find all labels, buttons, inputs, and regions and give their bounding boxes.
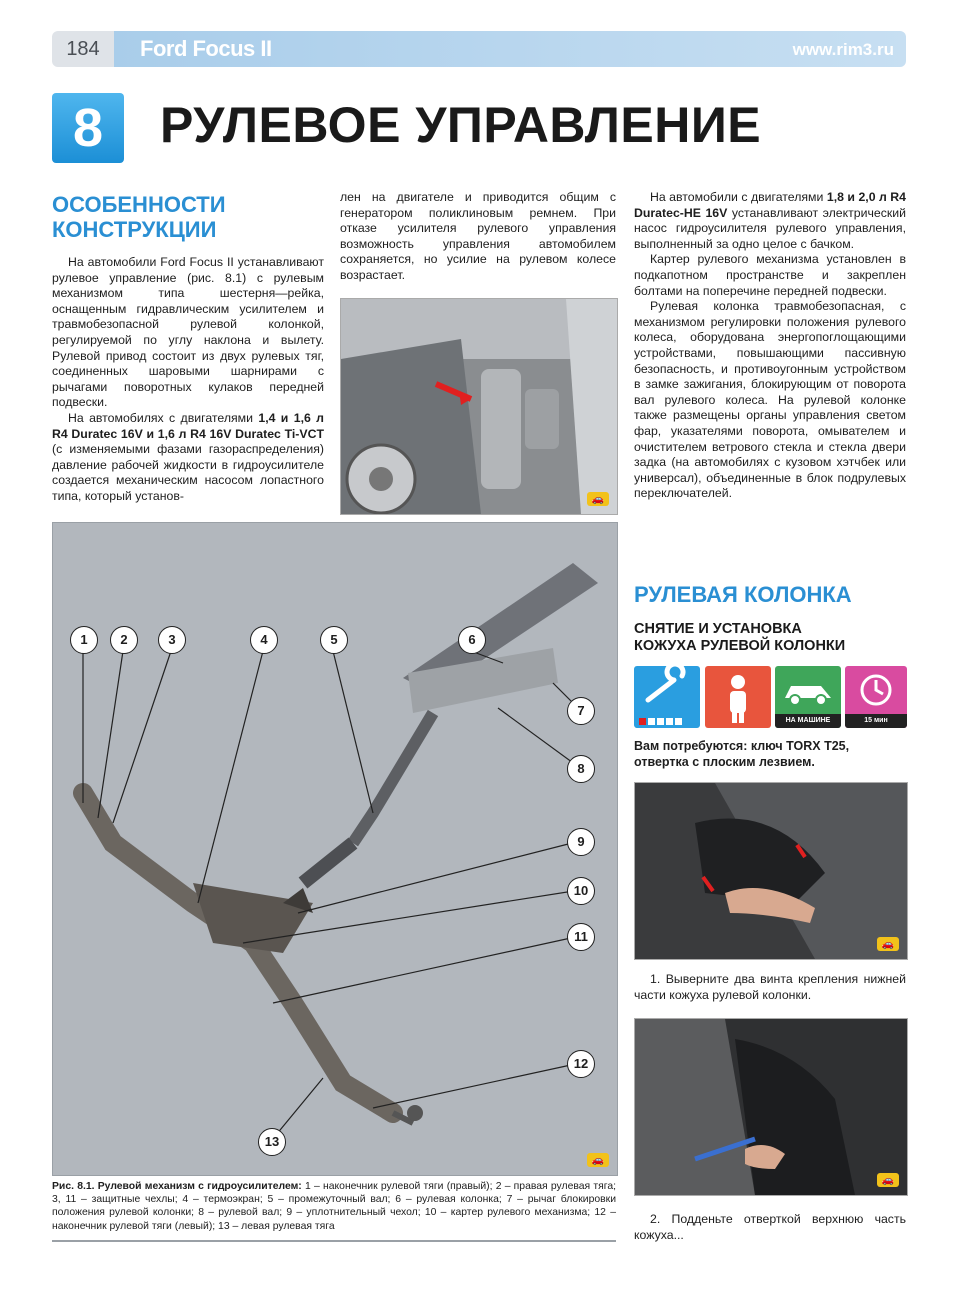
divider [52,1240,616,1242]
tools-needed: Вам потребуются: ключ TORX T25, отвертка с плоским лезвием. [634,739,850,769]
section1-text [52,255,324,505]
paragraph: На автомобили с двигателями 1,8 и 2,0 л R4 Duratec-HE 16V устанавливают электрический насос гидроусилителя рулевого управления, выполненный за одно целое с бачком. [634,190,906,251]
time-tile [845,666,907,728]
step1-photo [634,782,908,960]
wrench-icon [634,666,700,714]
callout-10: 10 [567,877,595,905]
callout-11: 11 [567,923,595,951]
paragraph: Рулевая колонка травмобезопасная, с механизмом регулировки положения рулевого колеса, оборудована энергопоглощающими устройствами, повышающими пассивную безопасность, и противоугонным устройством в замке зажигания, блокирующим от поворота вал рулевого колеса. На рулевой колонке также размещены органы управления светом фар, указателями поворота, омывателем и очистителем ветрового стекла и стекла двери задка (на автомобилях с кузовом хэтчбек или универсал), объединенные в блок подрулевых переключателей. [634,299,906,501]
callout-4: 4 [250,626,278,654]
difficulty-tile [634,666,700,728]
paragraph: лен на двигателе и приводится общим с генератором поликлиновым ремнем. При отказе усилителя рулевого управления возможность управления автомобилем сохраняется, но усилие на рулевом колесе возрастает. [340,190,616,282]
tile-label: НА МАШИНЕ [775,714,841,728]
step1-photo-svg [635,783,907,959]
page-number: 184 [52,31,114,67]
engine-photo [340,298,618,515]
location-tile [775,666,841,728]
car-icon: 🚗 [587,1153,609,1167]
steering-column-heading: РУЛЕВАЯ КОЛОНКА [634,582,852,607]
chapter-title: РУЛЕВОЕ УПРАВЛЕНИЕ [160,97,762,153]
callout-5: 5 [320,626,348,654]
callout-7: 7 [567,697,595,725]
right-column-text [634,190,906,502]
section1-text-cont [340,190,616,284]
step1-text: 1. Выверните два винта крепления нижней части кожуха рулевой колонки. [634,972,906,1002]
book-title: Ford Focus II [140,36,272,61]
figure-caption: Рис. 8.1. Рулевой механизм с гидроусилителем: 1 – наконечник рулевой тяги (правый); 2 – правая рулевая тяга; 3, 11 – защитные чехлы; 4 – термоэкран; 5 – промежуточный вал; 6 – рулевая колонка; 7 – рычаг блокировки положения рулевой колонки; 8 – рулевой вал; 9 – уплотнительный чехол; 10 – картер рулевого механизма; 12 – наконечник рулевой тяги (левый); 13 – левая рулевая тяга [52,1181,616,1232]
procedure-title: СНЯТИЕ И УСТАНОВКА КОЖУХА РУЛЕВОЙ КОЛОНКИ [634,621,846,654]
callout-13: 13 [258,1128,286,1156]
car-icon: 🚗 [877,1173,899,1187]
paragraph: На автомобили Ford Focus II устанавливают рулевое управление (рис. 8.1) с рулевым механизмом типа шестерня—рейка, оснащенным гидравлическим усилителем и травмобезопасной рулевой колонкой, регулируемой по углу наклона и вылету. Рулевой привод состоит из двух рулевых тяг, соединенных шаровыми шарнирами с рычагами поворотных кулаков передней подвески. [52,255,324,410]
callout-8: 8 [567,755,595,783]
people-tile [705,666,771,728]
step2-photo-svg [635,1019,907,1195]
engine-photo-svg [341,299,617,514]
difficulty-scale [639,718,682,725]
paragraph: Картер рулевого механизма установлен в подкапотном пространстве и закреплен болтами на поперечине передней подвески. [634,252,906,298]
callout-3: 3 [158,626,186,654]
callout-2: 2 [110,626,138,654]
callout-9: 9 [567,828,595,856]
site-link[interactable]: www.rim3.ru [792,40,894,59]
car-side-icon [775,666,841,714]
section-heading: ОСОБЕННОСТИ КОНСТРУКЦИИ [52,192,226,242]
clock-icon [845,666,907,714]
tile-label: 15 мин [845,714,907,728]
car-icon: 🚗 [877,937,899,951]
callout-12: 12 [567,1050,595,1078]
step2-photo [634,1018,908,1196]
callout-6: 6 [458,626,486,654]
callout-lines [53,523,617,1175]
chapter-number: 8 [52,93,124,163]
person-icon [705,666,771,728]
paragraph: На автомобилях с двигателями 1,4 и 1,6 л R4 Duratec 16V и 1,6 л R4 16V Duratec Ti-VCT (с изменяемыми фазами газораспределения) давление рабочей жидкости в гидроусилителе создается механическим насосом лопастного типа, который установ- [52,410,324,503]
callout-1: 1 [70,626,98,654]
figure-steering-gear [52,522,618,1176]
car-icon: 🚗 [587,492,609,506]
step2-text: 2. Подденьте отверткой верхнюю часть кожуха... [634,1212,906,1242]
